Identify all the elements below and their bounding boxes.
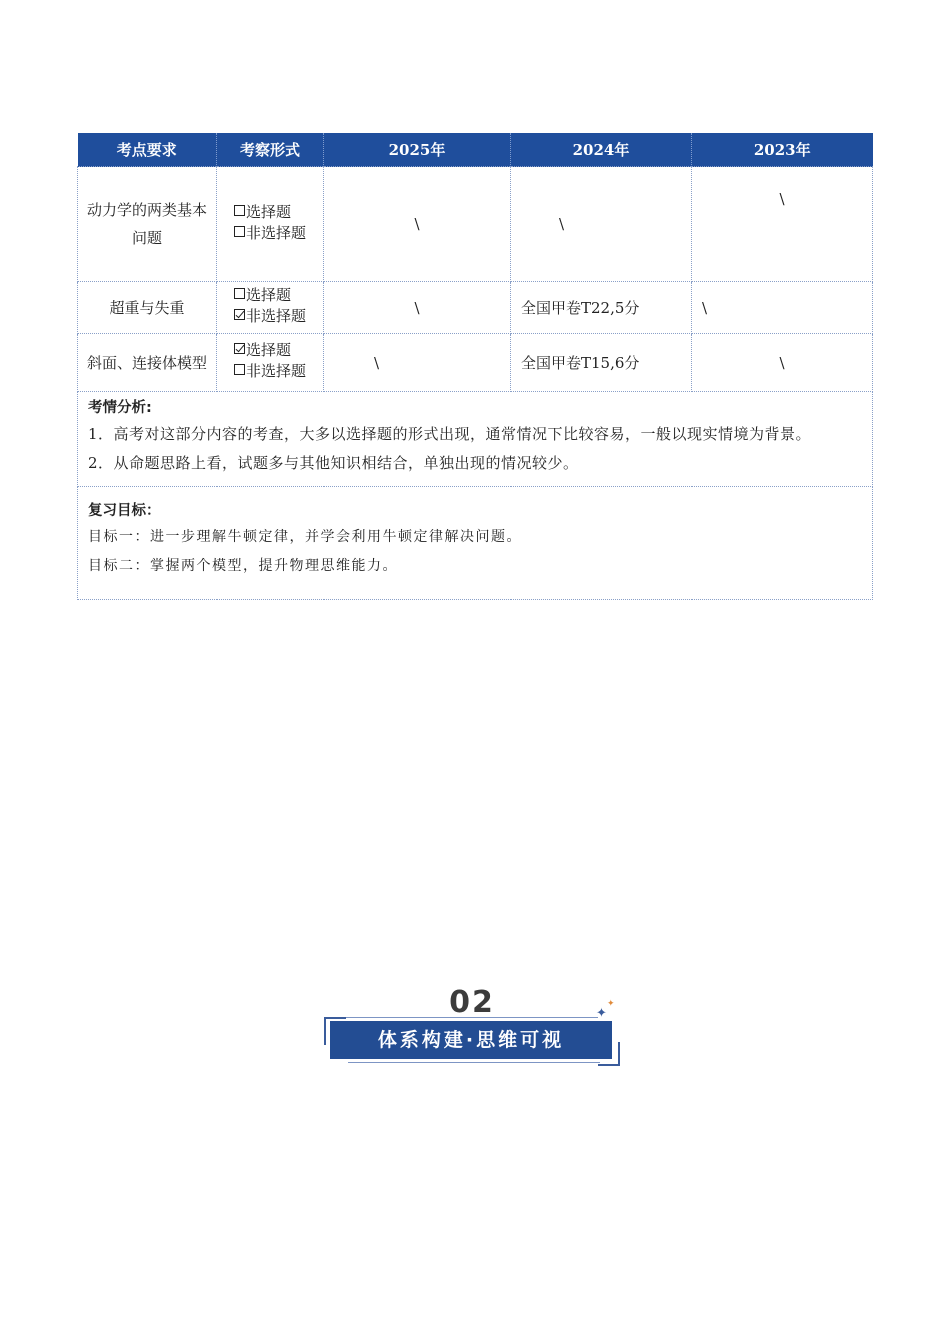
topic-cell: 超重与失重 bbox=[78, 282, 217, 334]
goals-title: 复习目标： bbox=[88, 503, 161, 519]
option-non-choice: 非选择题 bbox=[234, 224, 306, 242]
form-cell bbox=[217, 282, 324, 334]
header-form: 考察形式 bbox=[217, 133, 324, 167]
form-cell bbox=[217, 334, 324, 392]
option-choice: 选择题 bbox=[234, 203, 291, 221]
table-row bbox=[78, 167, 873, 282]
year-2024-cell: 全国甲卷T15,6分 bbox=[511, 334, 692, 392]
exam-table bbox=[77, 133, 873, 600]
year-2024-cell: \ bbox=[511, 167, 692, 282]
table-header-row bbox=[78, 133, 873, 167]
divider bbox=[348, 1062, 600, 1063]
topic-cell bbox=[78, 167, 217, 282]
year-2025-cell: \ bbox=[324, 282, 511, 334]
form-options bbox=[234, 340, 306, 382]
table-row bbox=[78, 282, 873, 334]
year-2024-cell: 全国甲卷T22,5分 bbox=[511, 282, 692, 334]
sparkle-icon: ✦ bbox=[607, 999, 615, 1009]
topic-cell bbox=[78, 334, 217, 392]
year-2025-cell: \ bbox=[324, 167, 511, 282]
analysis-row bbox=[78, 392, 873, 487]
checkbox-empty-icon bbox=[234, 364, 245, 375]
section-banner bbox=[322, 986, 622, 1068]
section-title: 体系构建·思维可视 bbox=[330, 1021, 612, 1059]
analysis-item: 1．高考对这部分内容的考查，大多以选择题的形式出现，通常情况下比较容易，一般以现实情境为背景。 bbox=[88, 425, 812, 443]
header-2025: 2025年 bbox=[324, 133, 511, 167]
option-choice: 选择题 bbox=[234, 341, 291, 359]
year-2023-cell: \ bbox=[692, 282, 873, 334]
sparkle-icon: ✦ bbox=[596, 1006, 607, 1021]
year-2023-cell: \ bbox=[692, 334, 873, 392]
topic-text: 动力学的两类基本问题 bbox=[86, 201, 207, 247]
checkbox-empty-icon bbox=[234, 288, 245, 299]
bracket-decoration bbox=[598, 1042, 620, 1066]
topic-text: 斜面、连接体模型 bbox=[86, 353, 207, 372]
header-topic: 考点要求 bbox=[78, 133, 217, 167]
option-non-choice: 非选择题 bbox=[234, 362, 306, 380]
form-options bbox=[234, 202, 306, 244]
analysis-section bbox=[78, 392, 873, 487]
form-options bbox=[234, 285, 306, 327]
section-number: 02 bbox=[449, 985, 495, 1020]
checkbox-empty-icon bbox=[234, 205, 245, 216]
goals-row bbox=[78, 487, 873, 600]
option-choice: 选择题 bbox=[234, 286, 291, 304]
goal-item: 目标一：进一步理解牛顿定律，并学会利用牛顿定律解决问题。 bbox=[88, 529, 522, 545]
goal-item: 目标二：掌握两个模型，提升物理思维能力。 bbox=[88, 558, 398, 574]
divider bbox=[346, 1017, 598, 1018]
checkbox-checked-icon bbox=[234, 309, 245, 320]
analysis-item: 2．从命题思路上看，试题多与其他知识相结合，单独出现的情况较少。 bbox=[88, 454, 579, 472]
analysis-title: 考情分析: bbox=[88, 400, 152, 416]
header-2023: 2023年 bbox=[692, 133, 873, 167]
table-row bbox=[78, 334, 873, 392]
checkbox-empty-icon bbox=[234, 226, 245, 237]
goals-section bbox=[78, 487, 873, 600]
checkbox-checked-icon bbox=[234, 343, 245, 354]
year-2025-cell: \ bbox=[324, 334, 511, 392]
form-cell bbox=[217, 167, 324, 282]
year-2023-cell: \ bbox=[692, 167, 873, 282]
header-2024: 2024年 bbox=[511, 133, 692, 167]
option-non-choice: 非选择题 bbox=[234, 307, 306, 325]
